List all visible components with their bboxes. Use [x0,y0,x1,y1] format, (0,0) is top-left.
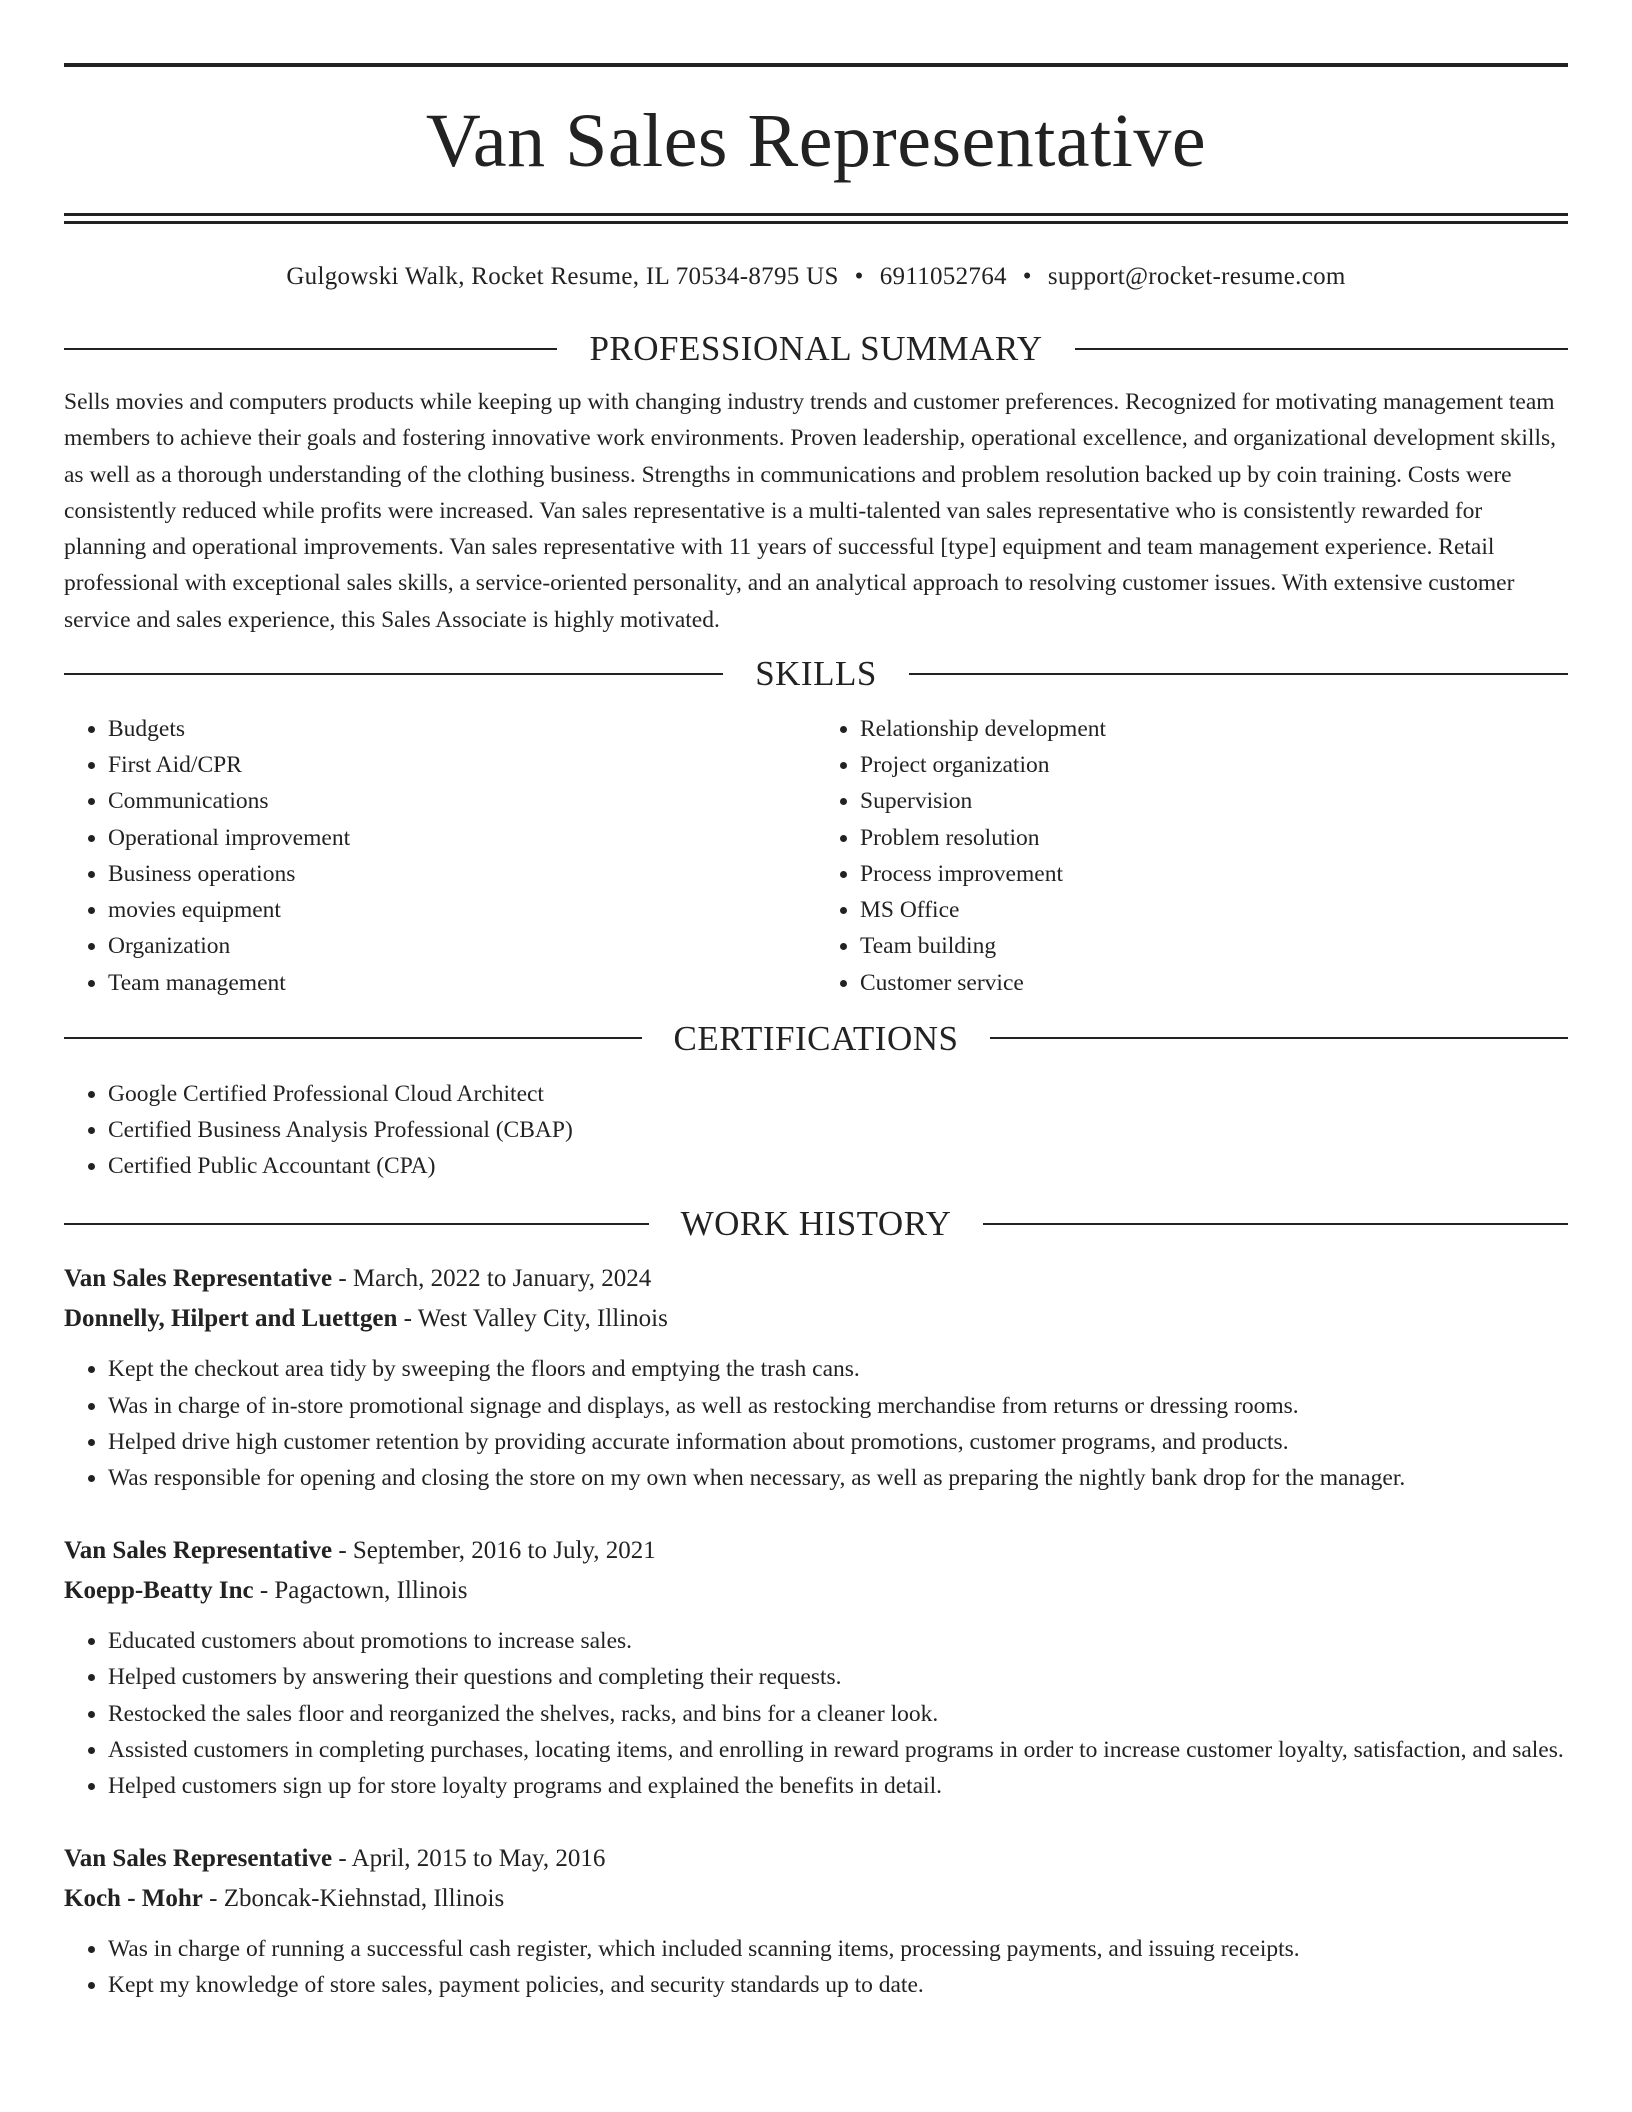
job-entry [64,1259,1568,1496]
skills-columns [64,711,1568,1001]
skill-item: • Business operations [108,856,816,892]
job-entry [64,1839,1568,2003]
heading-rule-left [64,348,557,350]
job-dates: - April, 2015 to May, 2016 [332,1845,606,1873]
skill-item: • Communications [108,783,816,819]
job-bullet: • Educated customers about promotions to increase sales. [108,1623,1568,1659]
skill-item: • Problem resolution [860,820,1568,856]
heading-rule-right [909,673,1568,675]
job-bullet: • Helped drive high customer retention by providing accurate information about promotions, customer programs, and products. [108,1424,1568,1460]
job-role-line [64,1259,1568,1299]
job-company: Donnelly, Hilpert and Luettgen [64,1305,398,1333]
skill-item: • Relationship development [860,711,1568,747]
skill-item: • Organization [108,928,816,964]
header-double-rule [64,213,1568,224]
job-company-line [64,1879,1568,1919]
summary-heading [64,331,1568,366]
contact-line [64,264,1568,289]
heading-rule-right [983,1223,1568,1225]
summary-text: Sells movies and computers products while keeping up with changing industry trends and customer preferences. Recognized for motivating management team members to achieve their goals and fostering innovative work environments. Proven leadership, operational excellence, and organizational development skills, as well as a thorough understanding of the clothing business. Strengths in communications and problem resolution backed up by coin training. Costs were consistently reduced while profits were increased. Van sales representative is a multi-talented van sales representative who is consistently rewarded for planning and operational improvements. Van sales representative with 11 years of successful [type] equipment and team management experience. Retail professional with exceptional sales skills, a service-oriented personality, and an analytical approach to resolving customer issues. With extensive customer service and sales experience, this Sales Associate is highly motivated. [64,389,1557,633]
skill-item: • Supervision [860,783,1568,819]
resume-name: Van Sales Representative [425,99,1207,183]
job-location: - Zboncak-Kiehnstad, Illinois [202,1885,505,1913]
heading-rule-left [64,1037,642,1039]
skills-heading [64,654,1568,694]
job-dates: - March, 2022 to January, 2024 [332,1265,652,1293]
skill-item: • movies equipment [108,892,816,928]
skill-item: • Operational improvement [108,820,816,856]
job-entry [64,1531,1568,1804]
heading-rule-left [64,1223,649,1225]
certifications-list [64,1076,1568,1185]
skill-item: • Team building [860,928,1568,964]
job-bullet: • Kept my knowledge of store sales, payment policies, and security standards up to date. [108,1967,1568,2003]
job-role-line [64,1839,1568,1879]
job-location: - Pagactown, Illinois [253,1577,468,1605]
contact-address: Gulgowski Walk, Rocket Resume, IL 70534-8795 US [286,263,839,290]
job-company-line [64,1571,1568,1611]
job-company: Koch - Mohr [64,1885,203,1913]
skill-item: • Team management [108,965,816,1001]
job-bullets [64,1931,1568,2003]
job-bullet: • Was responsible for opening and closing the store on my own when necessary, as well as preparing the nightly bank drop for the manager. [108,1460,1568,1496]
job-role: Van Sales Representative [64,1845,333,1873]
job-bullets [64,1351,1568,1496]
skill-item: • First Aid/CPR [108,747,816,783]
work-history-title: WORK HISTORY [680,1204,952,1244]
skill-item: • MS Office [860,892,1568,928]
job-bullet: • Was in charge of running a successful cash register, which included scanning items, processing payments, and issuing receipts. [108,1931,1568,1967]
skill-item: • Process improvement [860,856,1568,892]
top-rule [64,63,1568,67]
job-bullet: • Helped customers by answering their questions and completing their requests. [108,1659,1568,1695]
job-role-line [64,1531,1568,1571]
job-location: - West Valley City, Illinois [397,1305,668,1333]
job-bullet: • Restocked the sales floor and reorganized the shelves, racks, and bins for a cleaner look. [108,1696,1568,1732]
job-dates: - September, 2016 to July, 2021 [332,1537,656,1565]
skills-list-right [816,711,1568,1001]
job-company-line [64,1299,1568,1339]
skills-list-left [64,711,816,1001]
heading-rule-right [990,1037,1568,1039]
job-role: Van Sales Representative [64,1265,333,1293]
heading-rule-right [1075,348,1568,350]
contact-separator: • [1022,263,1032,290]
certification-item: • Google Certified Professional Cloud Architect [108,1076,1568,1112]
contact-email: support@rocket-resume.com [1047,263,1346,290]
heading-rule-left [64,673,723,675]
skill-item: • Customer service [860,965,1568,1001]
skills-title: SKILLS [755,654,877,694]
certifications-title: CERTIFICATIONS [673,1018,959,1058]
job-bullet: • Kept the checkout area tidy by sweeping the floors and emptying the trash cans. [108,1351,1568,1387]
job-company: Koepp-Beatty Inc [64,1577,254,1605]
job-bullet: • Assisted customers in completing purchases, locating items, and enrolling in reward programs in order to increase customer loyalty, satisfaction, and sales. [108,1732,1568,1768]
contact-phone: 6911052764 [879,263,1007,290]
job-bullets [64,1623,1568,1804]
certification-item: • Certified Public Accountant (CPA) [108,1148,1568,1184]
job-role: Van Sales Representative [64,1537,333,1565]
certification-item: • Certified Business Analysis Professional (CBAP) [108,1112,1568,1148]
skill-item: • Project organization [860,747,1568,783]
skill-item: • Budgets [108,711,816,747]
certifications-heading [64,1018,1568,1058]
summary-title: PROFESSIONAL SUMMARY [589,329,1043,368]
work-history-heading [64,1204,1568,1244]
job-bullet: • Helped customers sign up for store loyalty programs and explained the benefits in detail. [108,1768,1568,1804]
contact-separator: • [854,263,864,290]
job-bullet: • Was in charge of in-store promotional signage and displays, as well as restocking merchandise from returns or dressing rooms. [108,1388,1568,1424]
